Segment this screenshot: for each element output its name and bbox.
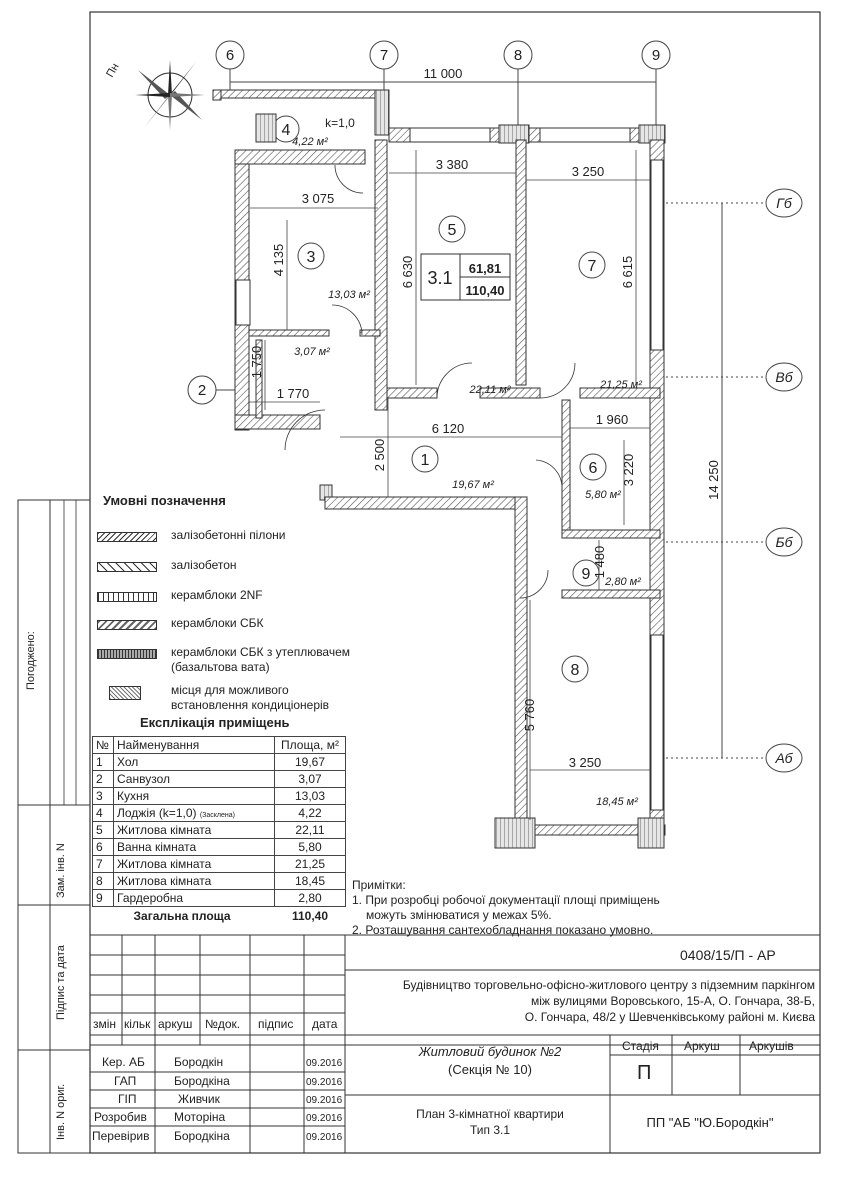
room-3-area: 13,03 м² [328, 289, 370, 301]
role-developer: Розробив [94, 1110, 147, 1124]
dim-3075: 3 075 [301, 191, 335, 206]
table-row: 3 Кухня 13,03 [93, 788, 346, 805]
table-row: 2 Санвузол 3,07 [93, 771, 346, 788]
legend-title: Умовні позначення [103, 493, 226, 508]
table-header-row: № Найменування Площа, м² [93, 737, 346, 754]
replaced-inv-label: Зам. інв. N [55, 843, 67, 898]
total-row: Загальна площа 110,40 [93, 907, 346, 926]
explication-table [92, 736, 346, 925]
dim-3380: 3 380 [435, 157, 469, 172]
agreed-label: Погоджено: [25, 631, 37, 690]
pylons-swatch-icon [97, 532, 157, 542]
table-row: 7 Житлова кімната 21,25 [93, 856, 346, 873]
name-gip: Живчик [178, 1092, 220, 1106]
axis-gb: Гб [776, 195, 792, 211]
apartment-total-area: 110,40 [465, 283, 505, 298]
name-head: Бородкін [174, 1055, 224, 1069]
drawing-code: 0408/15/П - АР [680, 947, 776, 963]
date-gip: 09.2016 [306, 1095, 343, 1106]
dim-1480: 1 480 [592, 545, 607, 579]
company-name: ПП "АБ "Ю.Бородкін" [646, 1115, 774, 1130]
name-developer: Моторіна [174, 1110, 226, 1124]
role-gap: ГАП [114, 1074, 137, 1088]
dim-2500: 2 500 [372, 438, 387, 472]
room-4-area: 4,22 м² [292, 136, 328, 148]
notes: Примітки: 1. При розробці робочої документації площі приміщень можуть змінюватися у межах 5%. 2. Розташування сантехобладнання показано умовно. [352, 878, 660, 937]
drawing-sheet: 6 7 8 9 2 Гб Вб Бб Аб Пн 11 000 14 250 3 380 3 250 3 075 4 135 6 630 6 615 1 750 1 770 6 120 1 960 2 500 3 220 1 480 5 760 3 250 k=1,0 1 3 4 5 6 7 8 9 19,67 м² 3,07 м² 13,03 м² 4,22 м² 22,11 м² 5,80 м² 21,25 м² 18,45 м² 2,80 м² 3.1 61,81 110,40 Умовні позначення залізобетонні пілони залізобетон керамблоки 2NF керамблоки СБК керамблоки СБК з утеплювачем (базальтова вата) місця для можливого встановлення кондиціонерів Експлікація приміщень № Найменування Площа, м² 1 Хол 19,67 2 Санвузол 3,07 3 Кухня 13,03 4 Лоджія (k=1,0) (Засклена) 4,22 5 Житлова кімната 22,11 6 Ванна кімната 5,80 7 Житлова кімната 21,25 8 Житлова кімната 18,45 9 Гардеробна 2,80 Загальна площа 110,40 Примітки: 1. При розробці робочої документації площі приміщень можуть змінюватися у межах 5%. 2. Розташування сантехобладнання показано умовно. 0408/15/П - АР Будівництво торговельно-офісно-житлового центру з підземним паркінгом між вулицями Воровського, 15-А, О. Гончара, 38-Б, О. Гончара, 48/2 у Шевченківському районі м. Києва змін кільк аркуш №док. підпис дата Кер. АБ Бородкін 09.2016 ГАП Бородкіна 09.2016 ГІП Живчик 09.2016 Розробив Моторіна 09.2016 Перевірив Бородкіна 09.2016 Житловий будинок №2 (Секція № 10) План 3-кімнатної квартири Тип 3.1 Стадія Аркуш Аркушів П ПП "АБ "Ю.Бородкін" Погоджено: Зам. інв. N Підпис та дата Інв. N ориг. [0, 0, 849, 1200]
rev-header-sign: підпис [258, 1017, 294, 1031]
2nf-swatch-icon [97, 592, 157, 602]
table-row: 1 Хол 19,67 [93, 754, 346, 771]
dim-overall-width: 11 000 [423, 66, 463, 81]
dim-1960: 1 960 [595, 412, 629, 427]
axis-2: 2 [197, 382, 207, 399]
dim-6630: 6 630 [400, 255, 415, 289]
table-row: 6 Ванна кімната 5,80 [93, 839, 346, 856]
sbk-swatch-icon [97, 620, 157, 630]
apartment-living-area: 61,81 [468, 261, 502, 276]
room-3-number: 3 [306, 249, 316, 266]
north-arrow-icon [135, 60, 205, 130]
ac-spot-swatch-icon [109, 686, 141, 700]
role-checker: Перевірив [92, 1129, 150, 1143]
table-row: 8 Житлова кімната 18,45 [93, 873, 346, 890]
sheets-header: Аркушів [749, 1039, 794, 1053]
room-5-number: 5 [447, 222, 457, 239]
table-row: 4 Лоджія (k=1,0) (Засклена) 4,22 [93, 805, 346, 822]
axis-9: 9 [651, 47, 661, 64]
role-head: Кер. АБ [102, 1055, 145, 1069]
concrete-swatch-icon [97, 562, 157, 572]
name-checker: Бородкіна [174, 1129, 230, 1143]
dim-3220: 3 220 [621, 453, 636, 487]
rev-header-count: кільк [124, 1017, 151, 1031]
room-8-area: 18,45 м² [596, 796, 638, 808]
building-title: Житловий будинок №2 (Секція № 10) [418, 1044, 562, 1077]
rev-header-doc: №док. [205, 1017, 241, 1031]
dim-6615: 6 615 [620, 255, 635, 289]
north-label: Пн [104, 61, 122, 80]
rev-header-sheet: аркуш [158, 1017, 193, 1031]
inv-orig-label: Інв. N ориг. [55, 1083, 67, 1140]
dim-5760: 5 760 [522, 698, 537, 732]
dim-3250-top: 3 250 [571, 164, 605, 179]
stage-header: Стадія [622, 1039, 659, 1053]
date-developer: 09.2016 [306, 1113, 343, 1124]
room-2-area: 3,07 м² [294, 346, 330, 358]
dim-1770: 1 770 [276, 386, 310, 401]
room-1-area: 19,67 м² [452, 479, 494, 491]
dim-overall-height: 14 250 [706, 460, 721, 500]
axis-7: 7 [379, 47, 389, 64]
plan-title: План 3-кімнатної квартири Тип 3.1 [416, 1107, 564, 1137]
sbk-insulated-swatch-icon [97, 649, 157, 659]
sheet-header: Аркуш [684, 1039, 720, 1053]
table-row: 9 Гардеробна 2,80 [93, 890, 346, 907]
room-6-area: 5,80 м² [585, 489, 621, 501]
dim-4135: 4 135 [271, 243, 286, 277]
room-7-number: 7 [587, 258, 597, 275]
axis-6: 6 [225, 47, 235, 64]
rev-header-date: дата [312, 1017, 338, 1031]
rev-header-changes: змін [93, 1017, 117, 1031]
stage-value: П [637, 1062, 652, 1084]
doors [285, 165, 575, 598]
date-gap: 09.2016 [306, 1077, 343, 1088]
room-9-number: 9 [581, 566, 591, 583]
table-row: 5 Житлова кімната 22,11 [93, 822, 346, 839]
axis-bb: Бб [775, 534, 793, 550]
axis-8: 8 [513, 47, 523, 64]
axis-vb: Вб [775, 369, 793, 385]
dim-3250-bottom: 3 250 [568, 755, 602, 770]
room-9-area: 2,80 м² [605, 576, 641, 588]
dim-6120: 6 120 [431, 421, 465, 436]
room-8-number: 8 [570, 662, 580, 679]
side-stamp [18, 500, 90, 1153]
room-6-number: 6 [588, 460, 598, 477]
name-gap: Бородкіна [174, 1074, 230, 1088]
room-5-area: 22,11 м² [469, 384, 511, 396]
role-gip: ГІП [118, 1092, 137, 1106]
room-7-area: 21,25 м² [600, 379, 642, 391]
room-1-number: 1 [420, 452, 430, 469]
project-description: Будівництво торговельно-офісно-житлового центру з підземним паркінгом між вулицями Воровського, 15-А, О. Гончара, 38-Б, О. Гончара, 48/2 у Шевченківському районі м. Києва [402, 978, 815, 1024]
dim-1750: 1 750 [249, 345, 264, 379]
sign-date-label: Підпис та дата [55, 945, 67, 1020]
axis-ab: Аб [775, 750, 793, 766]
loggia-k: k=1,0 [325, 116, 355, 130]
room-4-number: 4 [281, 122, 291, 139]
date-checker: 09.2016 [306, 1132, 343, 1143]
date-head: 09.2016 [306, 1058, 343, 1069]
apartment-type: 3.1 [427, 268, 453, 288]
explication-title: Експлікація приміщень [140, 715, 290, 730]
